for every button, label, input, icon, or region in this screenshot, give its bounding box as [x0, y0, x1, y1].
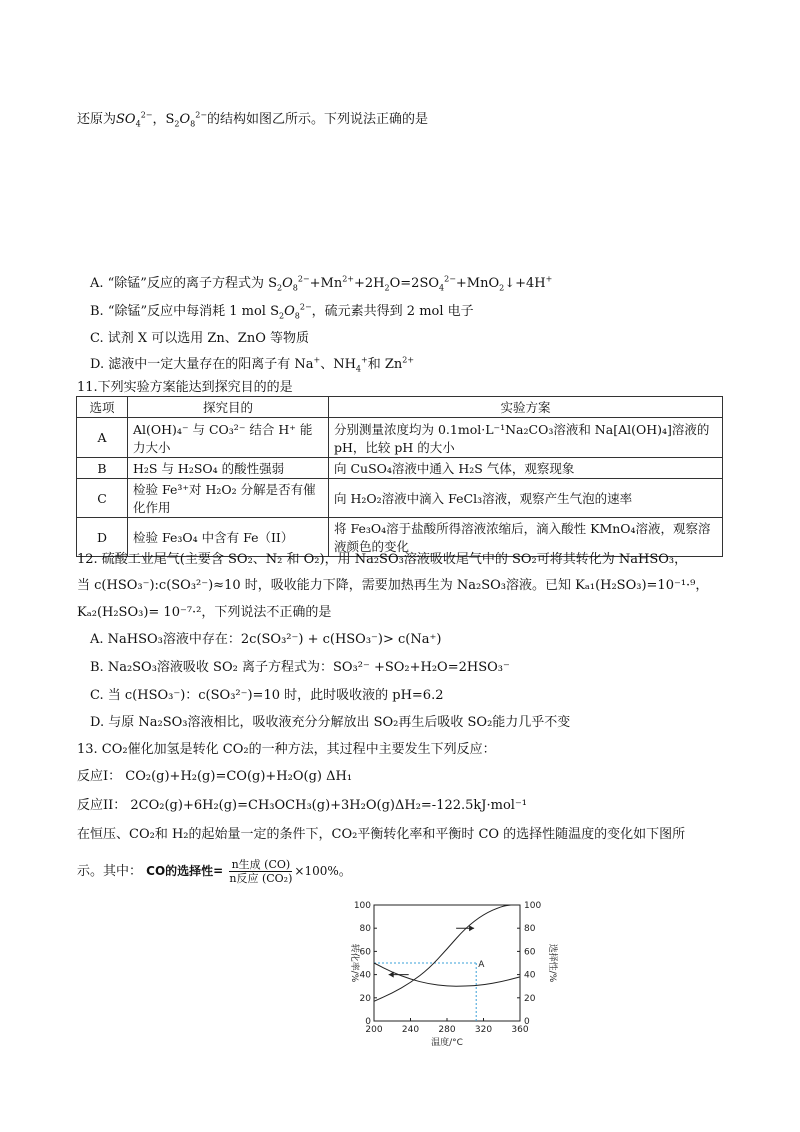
y-tick-label-right: 60 — [524, 947, 536, 958]
x-tick-label: 360 — [511, 1025, 529, 1035]
q10-option-c: C. 试剂 X 可以选用 Zn、ZnO 等物质 — [90, 331, 310, 346]
q12-option-d: D. 与原 Na₂SO₃溶液相比，吸收液充分分解放出 SO₂再生后吸收 SO₂能力几乎不变 — [90, 715, 571, 730]
table-row: B H₂S 与 H₂SO₄ 的酸性强弱 向 CuSO₄溶液中通入 H₂S 气体，观察现象 — [77, 458, 723, 479]
q10-option-b: B. “除锰”反应中每消耗 1 mol $S_2O_8^{2-}$，硫元素共得到 2 mol 电子 — [90, 302, 474, 321]
x-tick-label: 200 — [365, 1025, 383, 1035]
x-tick-label: 240 — [401, 1025, 420, 1035]
intro-suffix: 的结构如图乙所示。下列说法正确的是 — [207, 112, 429, 127]
series-line-1 — [374, 905, 511, 1001]
table-header: 实验方案 — [329, 397, 723, 418]
q11-stem: 11.下列实验方案能达到探究目的的是 — [77, 380, 293, 395]
table-header: 探究目的 — [128, 397, 329, 418]
table-row: D 检验 Fe₃O₄ 中含有 Fe（II） 将 Fe₃O₄溶于盐酸所得溶液浓缩后，滴入酸性 KMnO₄溶液，观察溶液颜色的变化 — [77, 518, 723, 557]
q10-option-a: A. “除锰”反应的离子方程式为 $S_2O_8^{2-}+Mn^{2+}+2H_2O=2SO_4^{2-}+MnO_2↓+4H^+$ — [90, 274, 553, 293]
selectivity-fraction: $\frac{\text{n生成 (CO)}}{\text{n反应 (CO₂)}}$ — [229, 858, 293, 885]
q13-stem: 13. CO₂催化加氢是转化 CO₂的一种方法，其过程中主要发生下列反应： — [77, 742, 496, 757]
table-row: C 检验 Fe³⁺对 H₂O₂ 分解是否有催化作用 向 H₂O₂溶液中滴入 FeCl₃溶液，观察产生气泡的速率 — [77, 479, 723, 518]
y-tick-label-left: 80 — [359, 924, 371, 935]
q11-table — [76, 396, 723, 557]
x-tick-label: 320 — [474, 1025, 493, 1035]
y-tick-label-left: 60 — [359, 947, 371, 958]
q12-stem-2: 当 c(HSO₃⁻):c(SO₃²⁻)≈10 时，吸收能力下降，需要加热再生为 Na₂SO₃溶液。已知 Kₐ₁(H₂SO₃)=10⁻¹·⁹， — [77, 578, 709, 593]
q12-option-b: B. Na₂SO₃溶液吸收 SO₂ 离子方程式为：SO₃²⁻ +SO₂+H₂O=2HSO₃⁻ — [90, 660, 510, 675]
intro-prefix: 还原为 — [77, 112, 117, 127]
arrow-right-head — [469, 925, 474, 931]
q13-description: 在恒压、CO₂和 H₂的起始量一定的条件下，CO₂平衡转化率和平衡时 CO 的选择性随温度的变化如下图所 — [77, 827, 686, 842]
q13-reaction-2: 反应II： 2CO₂(g)+6H₂(g)=CH₃OCH₃(g)+3H₂O(g)ΔH₂=-122.5kJ·mol⁻¹ — [77, 798, 528, 813]
y-tick-label-right: 20 — [524, 993, 536, 1004]
s2o8-formula: O — [179, 112, 191, 127]
y-tick-label-right: 80 — [524, 924, 536, 935]
y-axis-label-right: 选择性/% — [547, 943, 557, 983]
point-a-label: A — [478, 960, 485, 970]
q12-option-c: C. 当 c(HSO₃⁻)：c(SO₃²⁻)=10 时，此时吸收液的 pH=6.2 — [90, 688, 444, 703]
q12-stem-3: Kₐ₂(H₂SO₃)= 10⁻⁷·²，下列说法不正确的是 — [77, 605, 332, 620]
y-axis-label-left: 转化率/% — [349, 943, 359, 983]
y-tick-label-left: 0 — [365, 1017, 371, 1027]
arrow-left-head — [389, 972, 394, 978]
y-tick-label-right: 0 — [524, 1017, 530, 1027]
y-tick-label-left: 40 — [359, 970, 371, 981]
x-tick-label: 280 — [438, 1025, 456, 1035]
q13-selectivity-def: 示。其中： CO的选择性= $\frac{\text{n生成 (CO)}}{\text{n反应 (CO₂)}}$ ×100%。 — [77, 858, 352, 885]
q13-chart — [330, 893, 560, 1053]
intro-mid: ，S — [152, 112, 175, 127]
q10-option-d: D. 滤液中一定大量存在的阳离子有 Na+、$NH_4^+$和 $Zn^{2+}$ — [90, 355, 415, 374]
q12-option-a: A. NaHSO₃溶液中存在：2c(SO₃²⁻) + c(HSO₃⁻)> c(Na⁺) — [90, 632, 442, 647]
so4-formula: SO — [116, 112, 136, 127]
chart-svg — [330, 893, 560, 1053]
q12-stem-1: 12. 硫酸工业尾气(主要含 SO₂、N₂ 和 O₂)，用 Na₂SO₃溶液吸收尾气中的 SO₂可将其转化为 NaHSO₃， — [77, 552, 688, 567]
y-tick-label-left: 20 — [359, 993, 371, 1004]
table-row: A Al(OH)₄⁻ 与 CO₃²⁻ 结合 H⁺ 能力大小 分别测量浓度均为 0.1mol·L⁻¹Na₂CO₃溶液和 Na[Al(OH)₄]溶液的 pH，比较 pH 的大小 — [77, 418, 723, 458]
q13-reaction-1: 反应I： CO₂(g)+H₂(g)=CO(g)+H₂O(g) ΔH₁ — [77, 769, 353, 784]
x-axis-label: 温度/°C — [431, 1038, 463, 1048]
table-header-row — [77, 397, 723, 418]
table-header: 选项 — [77, 397, 128, 418]
intro-line: 还原为$SO_4^{2-}$，$S_2O_8^{2-}$的结构如图乙所示。下列说法正确的是 — [77, 110, 429, 129]
y-tick-label-right: 40 — [524, 970, 536, 981]
y-tick-label-right: 100 — [524, 901, 542, 911]
y-tick-label-left: 100 — [353, 901, 371, 911]
